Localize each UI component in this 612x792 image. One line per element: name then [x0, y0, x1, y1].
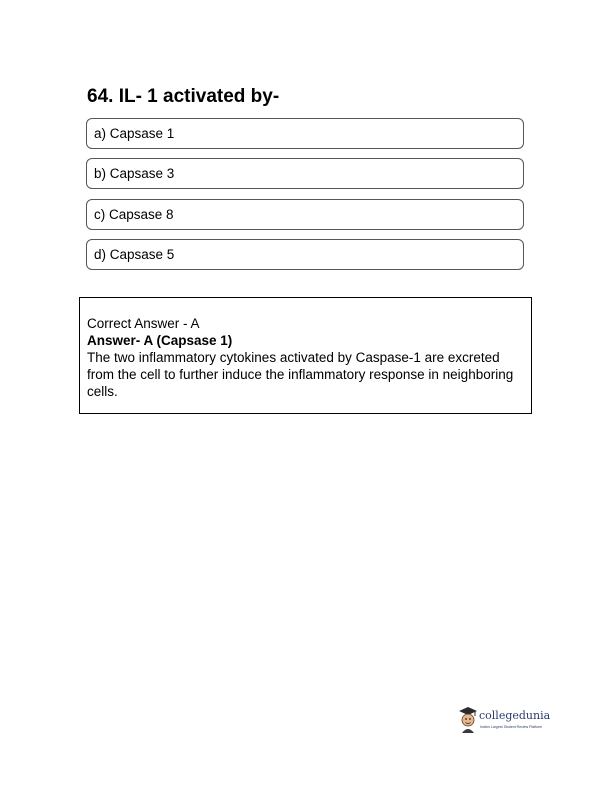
- option-c[interactable]: c) Capsase 8: [86, 199, 524, 230]
- option-d[interactable]: d) Capsase 5: [86, 239, 524, 270]
- answer-explanation: The two inflammatory cytokines activated by Caspase-1 are excreted from the cell to further induce the inflammatory response in neighboring cells.: [87, 350, 514, 399]
- option-b[interactable]: b) Capsase 3: [86, 158, 524, 189]
- answer-box: [79, 297, 532, 414]
- logo-name: collegedunia: [479, 709, 551, 722]
- logo-tagline: India's Largest Student Review Platform: [480, 725, 543, 729]
- answer-heading: Answer- A (Capsase 1): [87, 333, 233, 348]
- collegedunia-logo: [458, 706, 558, 736]
- question-title: 64. IL- 1 activated by-: [87, 86, 280, 107]
- correct-answer-line: Correct Answer - A: [87, 316, 200, 331]
- option-a[interactable]: a) Capsase 1: [86, 118, 524, 149]
- mascot-icon: [458, 706, 478, 734]
